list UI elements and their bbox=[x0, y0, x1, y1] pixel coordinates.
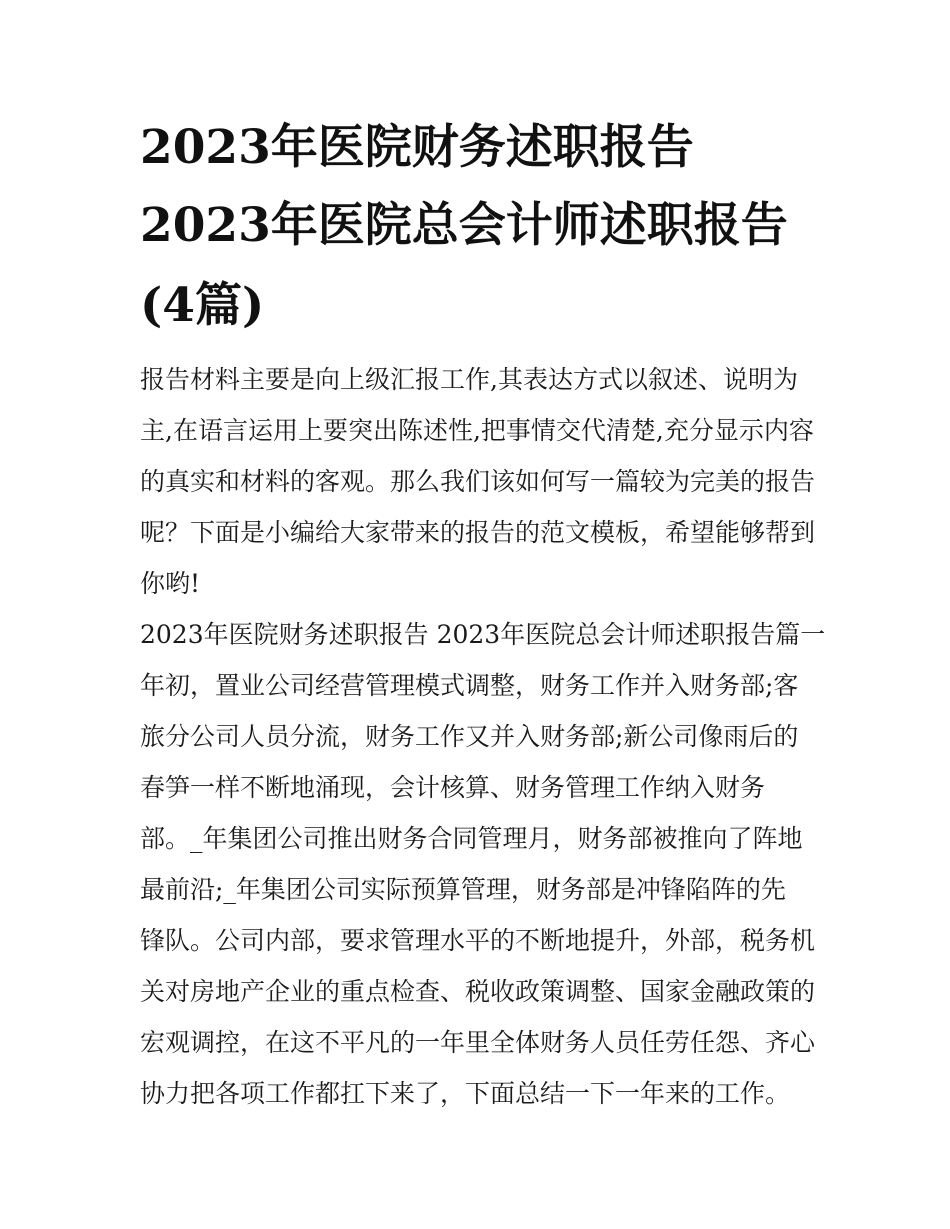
body-line: 最前沿;_年集团公司实际预算管理，财务部是冲锋陷阵的先 bbox=[140, 875, 786, 904]
body-line: 宏观调控，在这不平凡的一年里全体财务人员任劳任怨、齐心 bbox=[140, 1028, 816, 1057]
intro-line: 呢？下面是小编给大家带来的报告的范文模板，希望能够帮到 bbox=[140, 518, 816, 547]
body-line: 春笋一样不断地涌现，会计核算、财务管理工作纳入财务 bbox=[140, 773, 766, 802]
intro-line: 的真实和材料的客观。那么我们该如何写一篇较为完美的报告 bbox=[140, 467, 816, 496]
body-line: 关对房地产企业的重点检查、税收政策调整、国家金融政策的 bbox=[140, 977, 816, 1006]
body-line: 锋队。公司内部，要求管理水平的不断地提升，外部，税务机 bbox=[140, 926, 816, 955]
intro-line: 你哟! bbox=[140, 569, 201, 598]
body-line: 年初，置业公司经营管理模式调整，财务工作并入财务部;客 bbox=[140, 671, 799, 700]
body-line: 2023年医院财务述职报告 2023年医院总会计师述职报告篇一 bbox=[140, 620, 826, 649]
body-line: 旅分公司人员分流，财务工作又并入财务部;新公司像雨后的 bbox=[140, 722, 799, 751]
document-title-line-1: 2023年医院财务述职报告 bbox=[140, 120, 694, 175]
intro-line: 报告材料主要是向上级汇报工作,其表达方式以叙述、说明为 bbox=[140, 365, 798, 394]
body-line: 部。_年集团公司推出财务合同管理月，财务部被推向了阵地 bbox=[140, 824, 803, 853]
document-title-line-3: (4篇) bbox=[140, 278, 265, 333]
intro-line: 主,在语言运用上要突出陈述性,把事情交代清楚,充分显示内容 bbox=[140, 416, 814, 445]
document-title-line-2: 2023年医院总会计师述职报告 bbox=[140, 198, 788, 253]
body-line: 协力把各项工作都扛下来了，下面总结一下一年来的工作。 bbox=[140, 1079, 791, 1108]
